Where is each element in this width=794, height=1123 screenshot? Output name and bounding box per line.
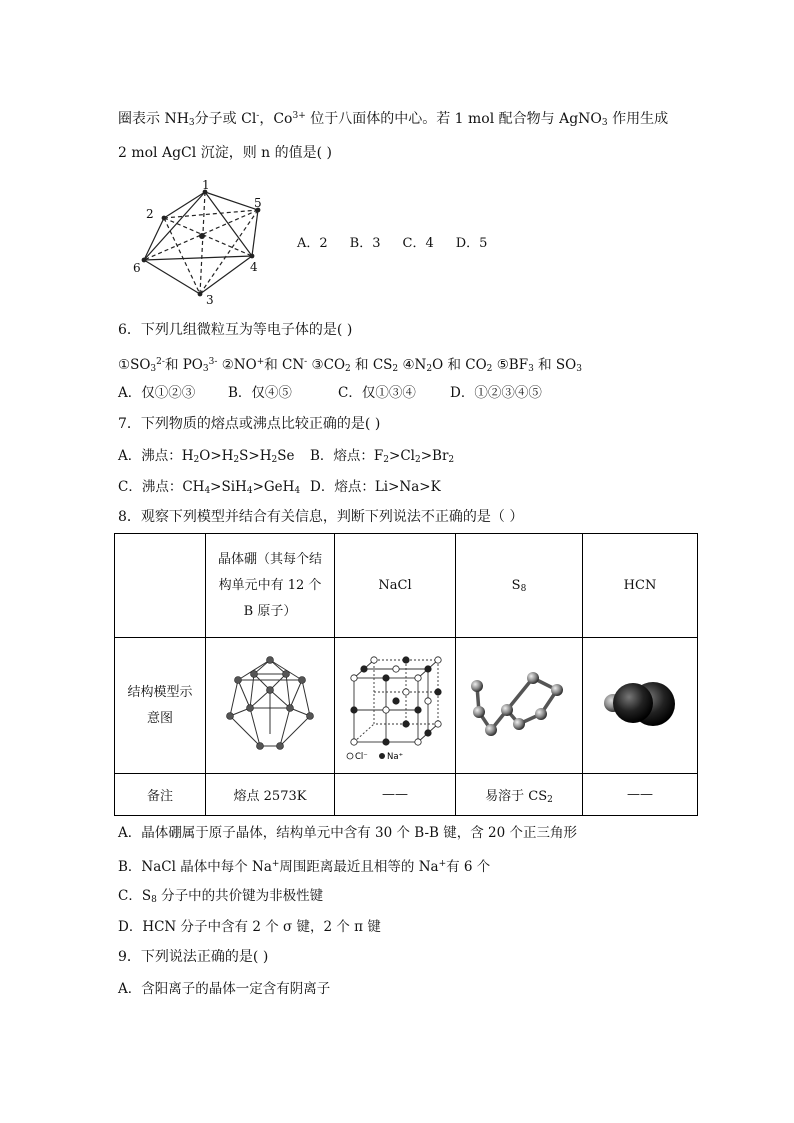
text: A．沸点：H bbox=[118, 448, 194, 464]
sub: 2 bbox=[415, 455, 421, 465]
sub: 8 bbox=[520, 583, 527, 594]
note-s8 bbox=[456, 774, 583, 816]
text: >SiH bbox=[210, 479, 247, 495]
text: B．熔点：F bbox=[310, 448, 384, 464]
text: ③CO bbox=[307, 357, 346, 373]
q8-option-b[interactable] bbox=[118, 854, 490, 877]
q6-stem: 6．下列几组微粒互为等电子体的是( ) bbox=[118, 322, 353, 338]
note-hcn: —— bbox=[583, 774, 698, 816]
q8-option-a[interactable]: A．晶体硼属于原子晶体，结构单元中含有 30 个 B-B 键，含 20 个正三角形 bbox=[118, 825, 578, 841]
sub: 3 bbox=[576, 364, 582, 374]
q8-option-d[interactable]: D．HCN 分子中含有 2 个 σ 键，2 个 π 键 bbox=[118, 919, 381, 935]
text: O 和 CO bbox=[432, 357, 487, 373]
option-c[interactable] bbox=[118, 477, 310, 501]
header-hcn: HCN bbox=[583, 534, 698, 638]
option-b[interactable] bbox=[310, 448, 454, 464]
text: S>H bbox=[239, 448, 272, 464]
sub: 2 bbox=[392, 364, 399, 374]
s8-model bbox=[456, 638, 583, 774]
vertex-label: 1 bbox=[202, 180, 210, 192]
hcn-spacefill-image bbox=[595, 669, 685, 739]
sub: 8 bbox=[151, 895, 157, 905]
row-label-note: 备注 bbox=[115, 774, 206, 816]
option[interactable]: A．仅①②③ bbox=[118, 385, 196, 401]
sub: 3 bbox=[202, 364, 209, 374]
text: 分子或 Cl bbox=[194, 111, 257, 127]
sub: 4 bbox=[294, 486, 301, 496]
intro-line-2: 2 mol AgCl 沉淀，则 n 的值是( ) bbox=[118, 145, 332, 161]
text: 构单元中有 12 个 bbox=[218, 577, 322, 593]
sub: 3 bbox=[188, 118, 195, 128]
header-nacl: NaCl bbox=[335, 534, 456, 638]
q5-options bbox=[297, 232, 509, 251]
hcn-model bbox=[583, 638, 698, 774]
octahedron-figure bbox=[128, 180, 278, 306]
sup: 2- bbox=[156, 357, 165, 367]
text: O>H bbox=[199, 448, 234, 464]
text: ，Co bbox=[259, 111, 293, 127]
text: 结构模型示 bbox=[127, 684, 193, 700]
text: 圈表示 NH bbox=[118, 111, 189, 127]
q6-items bbox=[118, 352, 582, 379]
sub: 2 bbox=[486, 364, 493, 374]
sub: 2 bbox=[233, 455, 240, 465]
header-s8 bbox=[456, 534, 583, 638]
option[interactable]: A．2 bbox=[297, 236, 328, 251]
text: >Cl bbox=[389, 448, 415, 464]
text: B．NaCl 晶体中每个 Na bbox=[118, 859, 272, 875]
q9-option-a[interactable]: A．含阳离子的晶体一定含有阴离子 bbox=[118, 981, 331, 997]
text: 易溶于 CS bbox=[485, 788, 548, 804]
vertex-label: 2 bbox=[146, 207, 154, 221]
legend-na: Na⁺ bbox=[387, 751, 404, 762]
text: 和 CN bbox=[264, 357, 305, 373]
sub: 2 bbox=[426, 364, 433, 374]
option[interactable]: D．①②③④⑤ bbox=[450, 385, 542, 401]
text: ④N bbox=[398, 357, 427, 373]
text: B 原子） bbox=[243, 603, 297, 619]
sub: 2 bbox=[345, 364, 351, 374]
text: Se bbox=[277, 448, 295, 464]
header-boron bbox=[206, 534, 335, 638]
text: C．沸点：CH bbox=[118, 479, 205, 495]
q8-table bbox=[114, 533, 698, 816]
text: >Br bbox=[420, 448, 449, 464]
sup: - bbox=[304, 357, 308, 367]
text: 和 SO bbox=[533, 357, 577, 373]
row-label-model bbox=[115, 638, 206, 774]
option[interactable]: C．4 bbox=[402, 236, 434, 251]
empty-cell bbox=[115, 534, 206, 638]
nacl-lattice-image bbox=[340, 644, 450, 764]
sub: 3 bbox=[601, 118, 608, 128]
q9-stem: 9．下列说法正确的是( ) bbox=[118, 949, 269, 965]
q8-stem: 8．观察下列模型并结合有关信息，判断下列说法不正确的是（ ） bbox=[118, 509, 524, 525]
boron-icosahedron-image bbox=[220, 654, 320, 754]
text: C．S bbox=[118, 888, 152, 904]
vertex-label: 4 bbox=[250, 260, 258, 274]
text: 周围距离最近且相等的 Na bbox=[279, 859, 439, 875]
sup: + bbox=[271, 859, 280, 869]
sub: 2 bbox=[383, 455, 390, 465]
text: 位于八面体的中心。若 1 mol 配合物与 AgNO bbox=[305, 111, 602, 127]
text: ①SO bbox=[118, 357, 151, 373]
text: 和 PO bbox=[164, 357, 203, 373]
option-d[interactable]: D．熔点：Li>Na>K bbox=[310, 479, 441, 495]
text: 和 CS bbox=[350, 357, 393, 373]
text: >GeH bbox=[252, 479, 295, 495]
sup: 3- bbox=[208, 357, 218, 367]
text: 有 6 个 bbox=[446, 859, 491, 875]
sup: + bbox=[438, 859, 447, 869]
option[interactable]: B．仅④⑤ bbox=[228, 385, 292, 401]
q7-row-2 bbox=[118, 477, 441, 501]
sub: 4 bbox=[246, 486, 253, 496]
text: 作用生成 bbox=[607, 111, 669, 127]
option[interactable]: C．仅①③④ bbox=[338, 385, 416, 401]
nacl-model bbox=[335, 638, 456, 774]
text: 晶体硼（其每个结 bbox=[217, 551, 322, 567]
note-nacl: —— bbox=[335, 774, 456, 816]
option[interactable]: D．5 bbox=[455, 236, 488, 251]
vertex-label: 3 bbox=[206, 293, 214, 306]
q7-stem: 7．下列物质的熔点或沸点比较正确的是( ) bbox=[118, 416, 381, 432]
sub: 3 bbox=[528, 364, 534, 374]
text: ⑤BF bbox=[492, 357, 529, 373]
text: S bbox=[511, 577, 521, 593]
sub: 4 bbox=[204, 486, 211, 496]
q8-option-c[interactable] bbox=[118, 886, 323, 910]
sub: 2 bbox=[448, 455, 455, 465]
vertex-label: 6 bbox=[133, 261, 141, 275]
note-boron: 熔点 2573K bbox=[206, 774, 335, 816]
boron-model bbox=[206, 638, 335, 774]
text: 分子中的共价键为非极性键 bbox=[156, 888, 324, 904]
text: 意图 bbox=[146, 710, 173, 726]
q7-row-1 bbox=[118, 446, 454, 470]
sup: 3+ bbox=[292, 111, 306, 121]
sub: 2 bbox=[271, 455, 278, 465]
sup: - bbox=[256, 111, 260, 121]
intro-line-1 bbox=[118, 106, 668, 133]
s8-ring-image bbox=[461, 664, 577, 744]
option-a[interactable] bbox=[118, 446, 310, 470]
text: ②NO bbox=[217, 357, 257, 373]
option[interactable]: B．3 bbox=[349, 236, 381, 251]
legend-cl: Cl⁻ bbox=[355, 751, 368, 762]
sub: 2 bbox=[193, 455, 200, 465]
sub: 2 bbox=[547, 794, 553, 805]
q6-options bbox=[118, 383, 542, 403]
vertex-label: 5 bbox=[254, 196, 262, 210]
sup: + bbox=[256, 357, 265, 367]
sub: 3 bbox=[150, 364, 157, 374]
